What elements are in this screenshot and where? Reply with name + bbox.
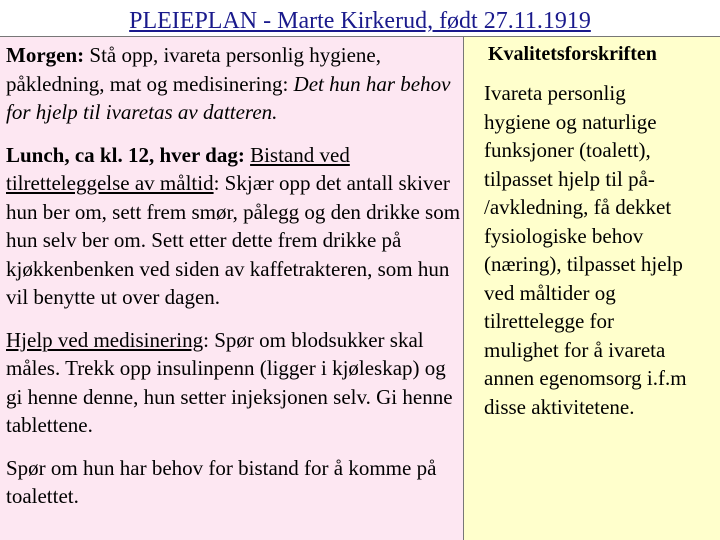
regulation-panel [464,36,720,540]
medication-paragraph [6,326,463,440]
morning-paragraph [6,41,463,127]
morning-label: Morgen: [6,43,85,67]
medication-text: : Spør om blodsukker skal måles. Trekk opp insulinpenn (ligger i kjøleskap) og gi henne denne, hun setter injeksjonen selv. Gi henne tablettene. [6,327,453,437]
morning-text: Stå opp, ivareta personlig hygiene, påkledning, mat og medisinering: [6,43,381,96]
medication-task: Hjelp ved medisinering [6,327,204,352]
morning-note: Det hun har behov for hjelp til ivaretas av datteren. [6,71,451,124]
lunch-label: Lunch, ca kl. 12, hver dag: [6,142,245,167]
lunch-task: Bistand ved tilretteleggelse av måltid [6,142,350,195]
page-title: PLEIEPLAN - Marte Kirkerud, født 27.11.1919 [129,8,591,34]
lunch-paragraph [6,141,463,312]
regulation-text: Ivareta personlig hygiene og naturlige funksjoner (toalett), tilpasset hjelp til på- /avkledning, få dekket fysiologiske behov (næring), tilpasset hjelp ved måltider og tilrettelegge for mulighet for å ivareta annen egenomsorg i.f.m disse aktivitetene. [484,81,687,419]
regulation-heading: Kvalitetsforskriften [488,43,657,65]
care-plan-panel [0,36,464,540]
lunch-text: : Skjær opp det antall skiver hun ber om, sett frem smør, pålegg og den drikke som hun selv ber om. Sett etter dette frem drikke på kjøkkenbenken ved siden av kaffetrakteren, som hun vil benytte ut over dagen. [6,171,461,309]
toilet-paragraph: Spør om hun har behov for bistand for å komme på toalettet. [6,455,437,508]
